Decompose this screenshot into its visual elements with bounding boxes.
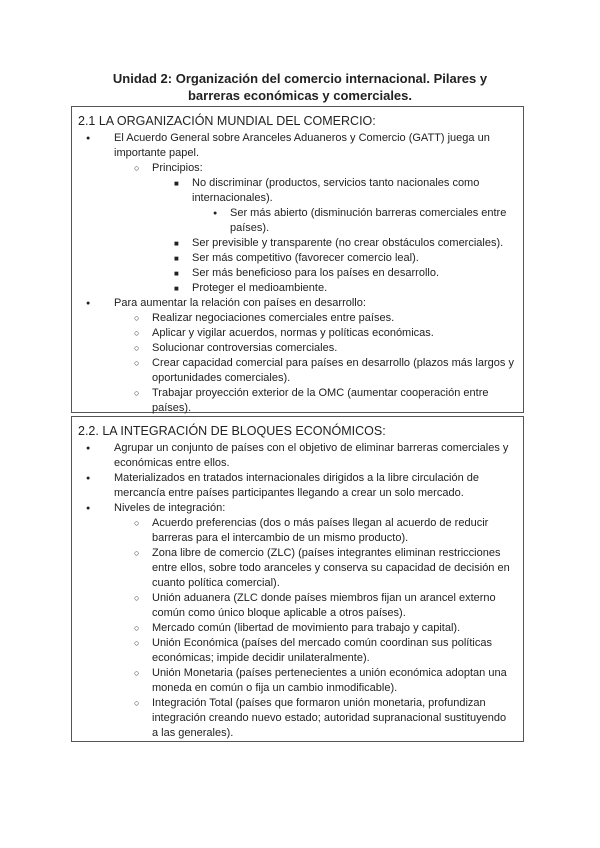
bullet-list <box>78 441 515 741</box>
list-item-text: ○ Aplicar y vigilar acuerdos, normas y políticas económicas. <box>152 327 434 339</box>
list-item <box>78 296 515 416</box>
list-item-text: ● Ser más abierto (disminución barreras comerciales entre países). <box>230 207 507 234</box>
list-item <box>78 471 515 501</box>
list-item-text: ○ Unión Monetaria (países pertenecientes a unión económica adoptan una moneda en común o fija un cambio inmodificable). <box>152 667 507 694</box>
list-item <box>172 281 515 296</box>
list-item-text: ■ Proteger el medioambiente. <box>192 282 328 294</box>
section-omc <box>71 106 524 413</box>
list-item-text: ● Agrupar un conjunto de países con el objetivo de eliminar barreras comerciales y económicas entre ellos. <box>114 442 509 469</box>
section-heading: 2.1 LA ORGANIZACIÓN MUNDIAL DEL COMERCIO: <box>78 114 376 128</box>
sub-list <box>152 176 515 296</box>
list-item-text: ● Materializados en tratados internacionales dirigidos a la libre circulación de mercancía entre países participantes llegando a crear un solo mercado. <box>114 472 480 499</box>
list-item <box>132 621 515 636</box>
list-item-text: ■ Ser más beneficioso para los países en desarrollo. <box>192 267 440 279</box>
list-item <box>132 636 515 666</box>
list-item <box>132 341 515 356</box>
list-item-text: ■ No discriminar (productos, servicios tanto nacionales como internacionales). <box>192 177 480 204</box>
list-item-text: ■ Ser previsible y transparente (no crear obstáculos comerciales). <box>192 237 504 249</box>
list-item <box>132 161 515 296</box>
sub-list <box>114 311 515 416</box>
section-heading: 2.2. LA INTEGRACIÓN DE BLOQUES ECONÓMICOS: <box>78 424 386 438</box>
list-item <box>172 236 515 251</box>
list-item-text: ○ Integración Total (países que formaron unión monetaria, profundizan integración creando nuevo estado; autoridad supranacional sustituyendo a las generales). <box>152 697 507 739</box>
list-item-text: ○ Acuerdo preferencias (dos o más países llegan al acuerdo de reducir barreras para el intercambio de un mismo producto). <box>152 517 489 544</box>
list-item-text: ○ Trabajar proyección exterior de la OMC (aumentar cooperación entre países). <box>152 387 489 414</box>
list-item <box>132 591 515 621</box>
list-item-text: ○ Unión aduanera (ZLC donde países miembros fijan un arancel externo común como único bloque aplicable a otros países). <box>152 592 496 619</box>
list-item-text: ○ Solucionar controversias comerciales. <box>152 342 338 354</box>
list-item <box>132 696 515 741</box>
sub-list <box>192 206 515 236</box>
list-item-text: ○ Mercado común (libertad de movimiento para trabajo y capital). <box>152 622 461 634</box>
list-item-text: ○ Crear capacidad comercial para países en desarrollo (plazos más largos y oportunidades comerciales). <box>152 357 514 384</box>
list-item <box>132 386 515 416</box>
list-item <box>132 356 515 386</box>
list-item <box>172 266 515 281</box>
list-item <box>78 441 515 471</box>
list-item <box>78 131 515 296</box>
list-item <box>172 176 515 236</box>
list-item-text: ○ Unión Económica (países del mercado común coordinan sus políticas económicas; impide decidir unilateralmente). <box>152 637 492 664</box>
list-item <box>78 501 515 741</box>
bullet-list <box>78 131 515 416</box>
list-item-text: ○ Zona libre de comercio (ZLC) (países integrantes eliminan restricciones entre ellos, sobre todo aranceles y conserva su capacidad de decisión en cuanto política comercial). <box>152 547 510 589</box>
sub-list <box>114 516 515 741</box>
list-item <box>132 516 515 546</box>
list-item-text: ● Para aumentar la relación con países en desarrollo: <box>114 297 366 309</box>
section-bloques <box>71 416 524 742</box>
list-item <box>210 206 515 236</box>
list-item <box>132 311 515 326</box>
list-item-text: ● Niveles de integración: <box>114 502 226 514</box>
list-item-text: ■ Ser más competitivo (favorecer comercio leal). <box>192 252 419 264</box>
list-item <box>172 251 515 266</box>
list-item <box>132 666 515 696</box>
list-item-text: ○ Realizar negociaciones comerciales entre países. <box>152 312 395 324</box>
sub-list <box>114 161 515 296</box>
list-item <box>132 326 515 341</box>
list-item-text: ● El Acuerdo General sobre Aranceles Aduaneros y Comercio (GATT) juega un importante papel. <box>114 132 490 159</box>
document-title: Unidad 2: Organización del comercio internacional. Pilares y barreras económicas y comerciales. <box>112 71 488 103</box>
list-item <box>132 546 515 591</box>
list-item-text: ○ Principios: <box>152 162 203 174</box>
